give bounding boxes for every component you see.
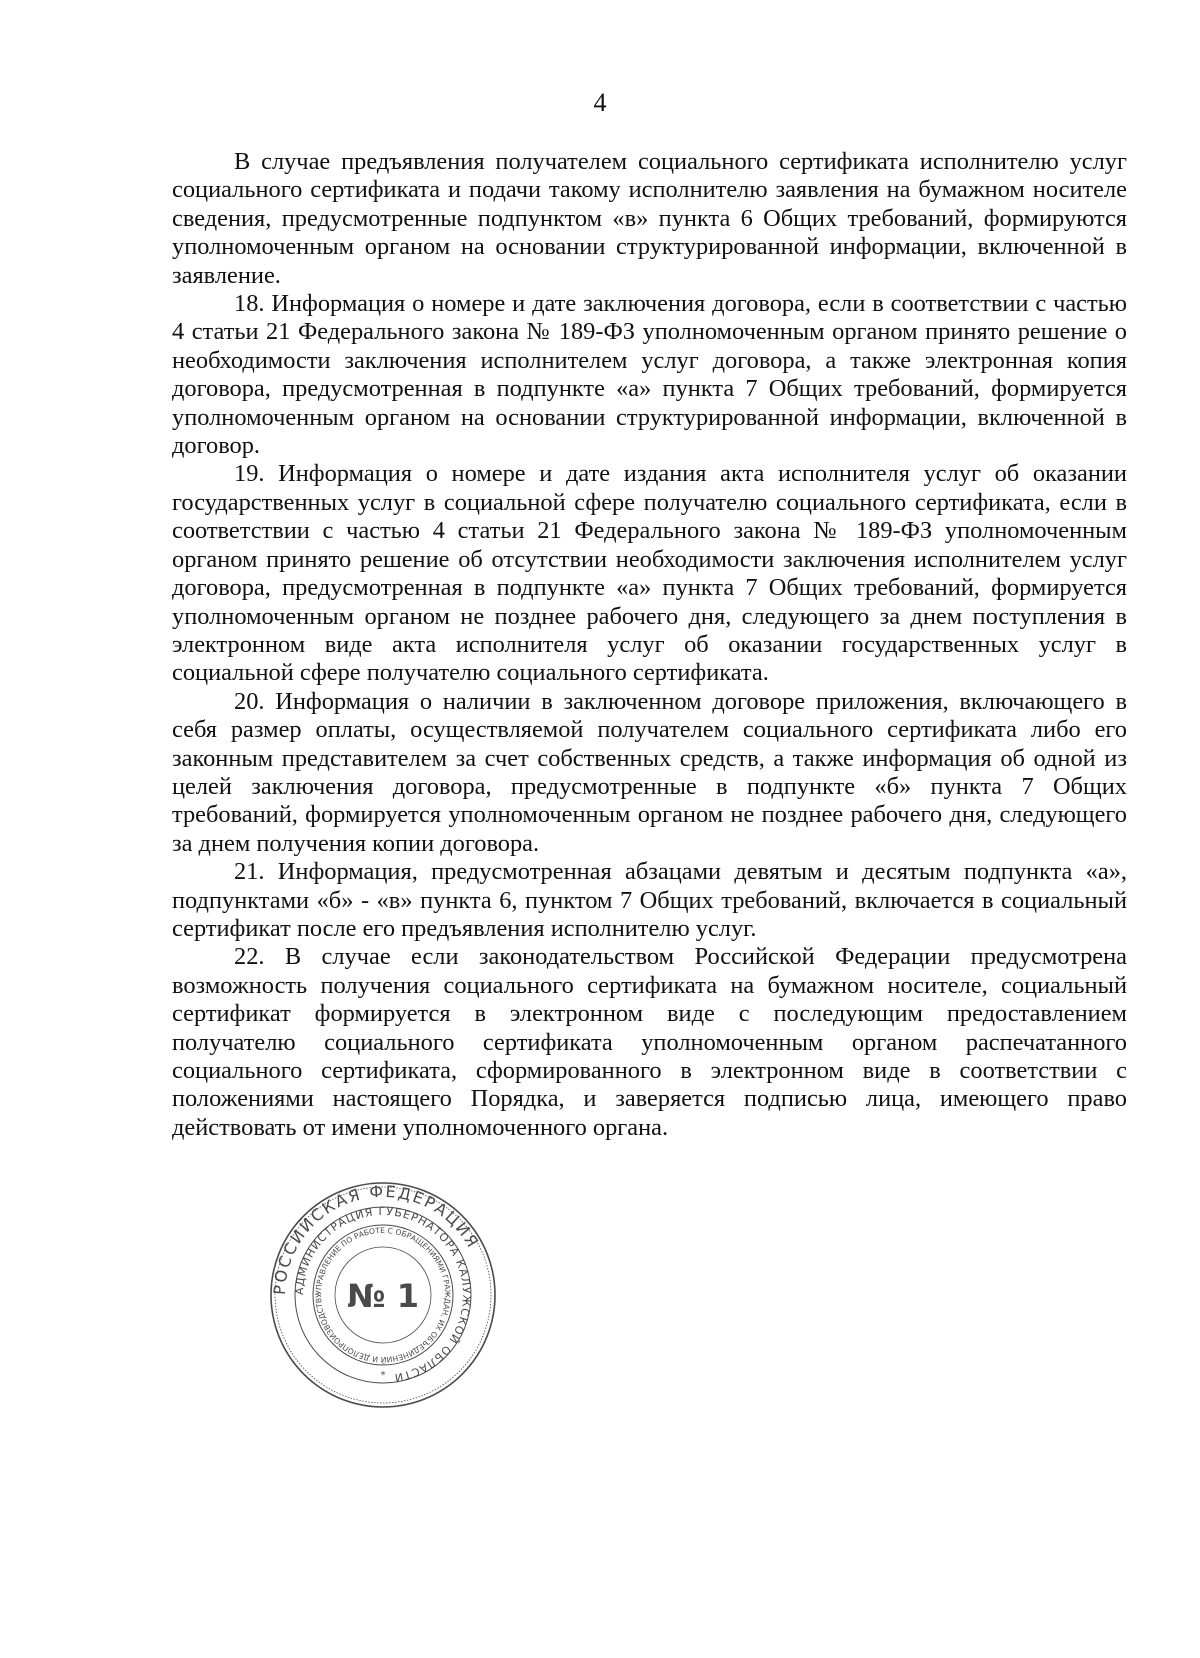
paragraph-22: 22. В случае если законодательством Российской Федерации предусмотрена возможность получения социального сертификата на бумажном носителе, социальный сертификат формируется в электронном виде с последующим предоставлением получателю социального сертификата уполномоченным органом распечатанного социального сертификата, сформированного в электронном виде в соответствии с положениями настоящего Порядка, и заверяется подписью лица, имеющего право действовать от имени уполномоченного органа.	[172, 943, 1127, 1141]
seal-middle-text: АДМИНИСТРАЦИЯ ГУБЕРНАТОРА КАЛУЖСКОЙ ОБЛАСТИ	[292, 1204, 474, 1385]
paragraph-intro: В случае предъявления получателем социального сертификата исполнителю услуг социального сертификата и подачи такому исполнителю заявления на бумажном носителе сведения, предусмотренные подпунктом «в» пункта 6 Общих требований, формируются уполномоченным органом на основании структурированной информации, включенной в заявление.	[172, 148, 1127, 289]
paragraph-18: 18. Информация о номере и дате заключения договора, если в соответствии с частью 4 статьи 21 Федерального закона № 189-ФЗ уполномоченным органом принято решение о необходимости заключения исполнителем услуг договора, а также электронная копия договора, предусмотренная в подпункте «а» пункта 7 Общих требований, формируется уполномоченным органом на основании структурированной информации, включенной в договор.	[172, 290, 1127, 460]
paragraph-20: 20. Информация о наличии в заключенном договоре приложения, включающего в себя размер оплаты, осуществляемой получателем социального сертификата либо его законным представителем за счет собственных средств, а также информация об одной из целей заключения договора, предусмотренные в подпункте «б» пункта 7 Общих требований, формируется уполномоченным органом не позднее рабочего дня, следующего за днем получения копии договора.	[172, 687, 1127, 857]
seal-outer-text: РОССИЙСКАЯ ФЕДЕРАЦИЯ	[269, 1181, 484, 1296]
page-number: 4	[593, 88, 607, 117]
seal-star-mark: *	[380, 1370, 386, 1381]
paragraph-19: 19. Информация о номере и дате издания акта исполнителя услуг об оказании государственных услуг в социальной сфере получателю социального сертификата, если в соответствии с частью 4 статьи 21 Федерального закона № 189-ФЗ уполномоченным органом принято решение об отсутствии необходимости заключения исполнителем услуг договора, предусмотренная в подпункте «а» пункта 7 Общих требований, формируется уполномоченным органом не позднее рабочего дня, следующего за днем поступления в электронном виде акта исполнителя услуг об оказании государственных услуг в социальной сфере получателю социального сертификата.	[172, 460, 1127, 687]
official-seal-stamp	[268, 1180, 498, 1410]
document-body	[172, 148, 1127, 1142]
seal-center-number: № 1	[347, 1277, 419, 1315]
seal-inner-text: УПРАВЛЕНИЕ ПО РАБОТЕ С ОБРАЩЕНИЯМИ ГРАЖДАН, ИХ ОБЪЕДИНЕНИЙ И ДЕЛОПРОИЗВОДСТВУ	[313, 1225, 453, 1365]
seal-graphic	[268, 1180, 498, 1410]
paragraph-21: 21. Информация, предусмотренная абзацами девятым и десятым подпункта «а», подпунктами «б» - «в» пункта 6, пунктом 7 Общих требований, включается в социальный сертификат после его предъявления исполнителю услуг.	[172, 858, 1127, 942]
